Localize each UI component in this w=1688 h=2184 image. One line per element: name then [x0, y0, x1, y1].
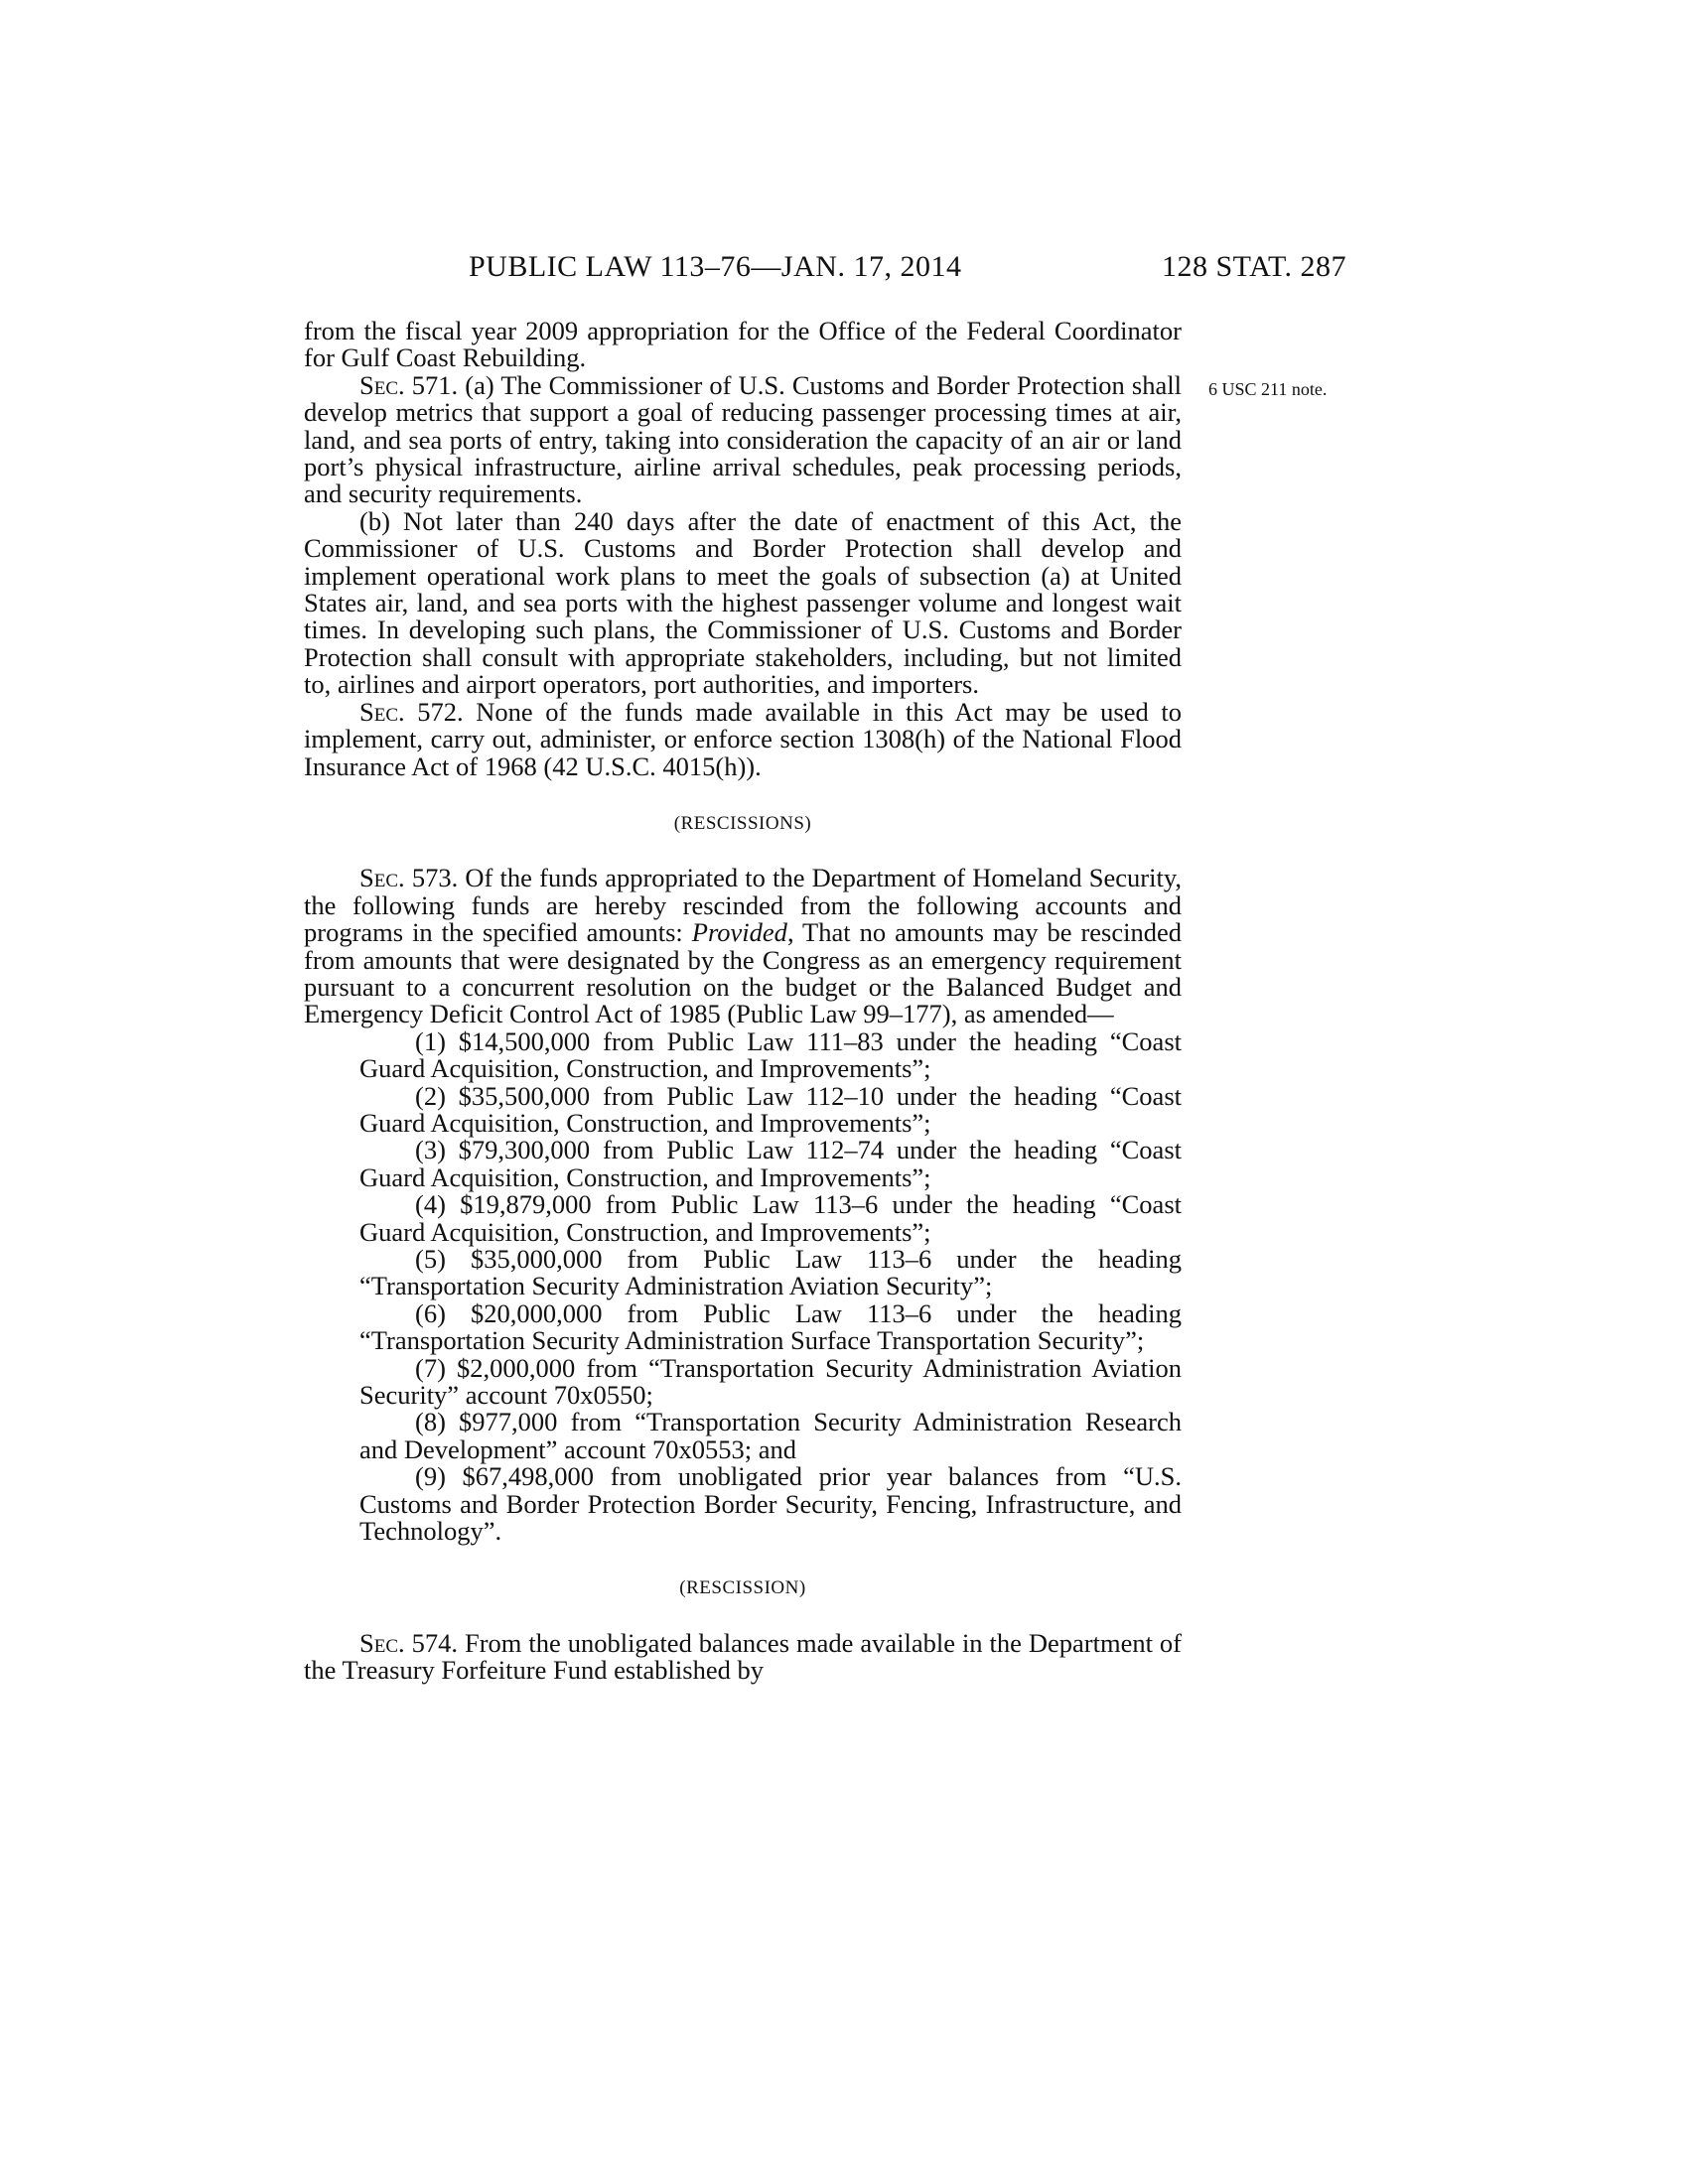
- section-label: Sec.: [359, 1627, 405, 1658]
- list-item: (1) $14,500,000 from Public Law 111–83 under the heading “Coast Guard Acquisition, Construction, and Improvements”;: [359, 1025, 1182, 1084]
- list-item: (2) $35,500,000 from Public Law 112–10 under the heading “Coast Guard Acquisition, Construction, and Improvements”;: [359, 1080, 1182, 1138]
- list-item: (4) $19,879,000 from Public Law 113–6 under the heading “Coast Guard Acquisition, Construction, and Improvements”;: [359, 1189, 1182, 1247]
- heading-rescission: (RESCISSION): [679, 1577, 806, 1599]
- section-label: Sec.: [359, 863, 405, 893]
- list-item: (5) $35,000,000 from Public Law 113–6 under the heading “Transportation Security Administration Aviation Security”;: [359, 1244, 1182, 1301]
- document-body: [304, 318, 1182, 1685]
- section-574: [304, 1627, 1182, 1686]
- list-item: (9) $67,498,000 from unobligated prior year balances from “U.S. Customs and Border Protection Border Security, Fencing, Infrastructure, and Technology”.: [359, 1461, 1182, 1547]
- list-item: (3) $79,300,000 from Public Law 112–74 under the heading “Coast Guard Acquisition, Construction, and Improvements”;: [359, 1135, 1182, 1192]
- margin-citation-note: 6 USC 211 note.: [1208, 379, 1328, 399]
- heading-rescissions: (RESCISSIONS): [673, 812, 812, 834]
- statute-page-number: 128 STAT. 287: [1162, 250, 1347, 283]
- section-571-b: (b) Not later than 240 days after the date of enactment of this Act, the Commissioner of U.S. Customs and Border Protection shall develop and implement operational work plans to meet the goals of subsection (a) at United States air, land, and sea ports with the highest passenger volume and longest wait times. In developing such plans, the Commissioner of U.S. Customs and Border Protection shall consult with appropriate stakeholders, including, but not limited to, airlines and airport operators, port authorities, and importers.: [304, 505, 1182, 700]
- section-text: , That no amounts may be rescinded from amounts that were designated by the Congress as an emergency requirement pursuant to a concurrent resolution on the budget or the Balanced Budget and Emergency Deficit Control Act of 1985 (Public Law 99–177), as amended—: [304, 917, 1182, 1029]
- section-573: [304, 865, 1182, 1027]
- paragraph-continuation: from the fiscal year 2009 appropriation for the Office of the Federal Coordinator for Gulf Coast Rebuilding.: [304, 316, 1182, 373]
- page-header: [0, 250, 1688, 290]
- section-label: Sec.: [359, 369, 405, 400]
- section-text: 573. Of the funds appropriated to the Department of Homeland Security, the following funds are hereby rescinded from the following accounts and programs in the specified amounts:: [304, 863, 1182, 948]
- list-item: (6) $20,000,000 from Public Law 113–6 under the heading “Transportation Security Administration Surface Transportation Security”;: [359, 1297, 1182, 1356]
- section-571-a: [304, 369, 1182, 509]
- list-item: (8) $977,000 from “Transportation Security Administration Research and Development” account 70x0553; and: [359, 1407, 1182, 1464]
- section-572: [304, 696, 1182, 781]
- list-item: (7) $2,000,000 from “Transportation Security Administration Aviation Security” account 70x0550;: [359, 1352, 1182, 1411]
- section-text: 574. From the unobligated balances made available in the Department of the Treasury Forfeiture Fund established by: [304, 1627, 1182, 1686]
- section-text: 572. None of the funds made available in this Act may be used to implement, carry out, administer, or enforce section 1308(h) of the National Flood Insurance Act of 1968 (42 U.S.C. 4015(h)).: [304, 696, 1182, 781]
- section-label: Sec.: [359, 696, 405, 727]
- running-head-title: PUBLIC LAW 113–76—JAN. 17, 2014: [469, 250, 962, 283]
- provided-term: Provided: [691, 917, 787, 948]
- section-text: 571. (a) The Commissioner of U.S. Customs and Border Protection shall develop metrics that support a goal of reducing passenger processing times at air, land, and sea ports of entry, taking into consideration the capacity of an air or land port’s physical infrastructure, airline arrival schedules, peak processing periods, and security requirements.: [304, 369, 1182, 509]
